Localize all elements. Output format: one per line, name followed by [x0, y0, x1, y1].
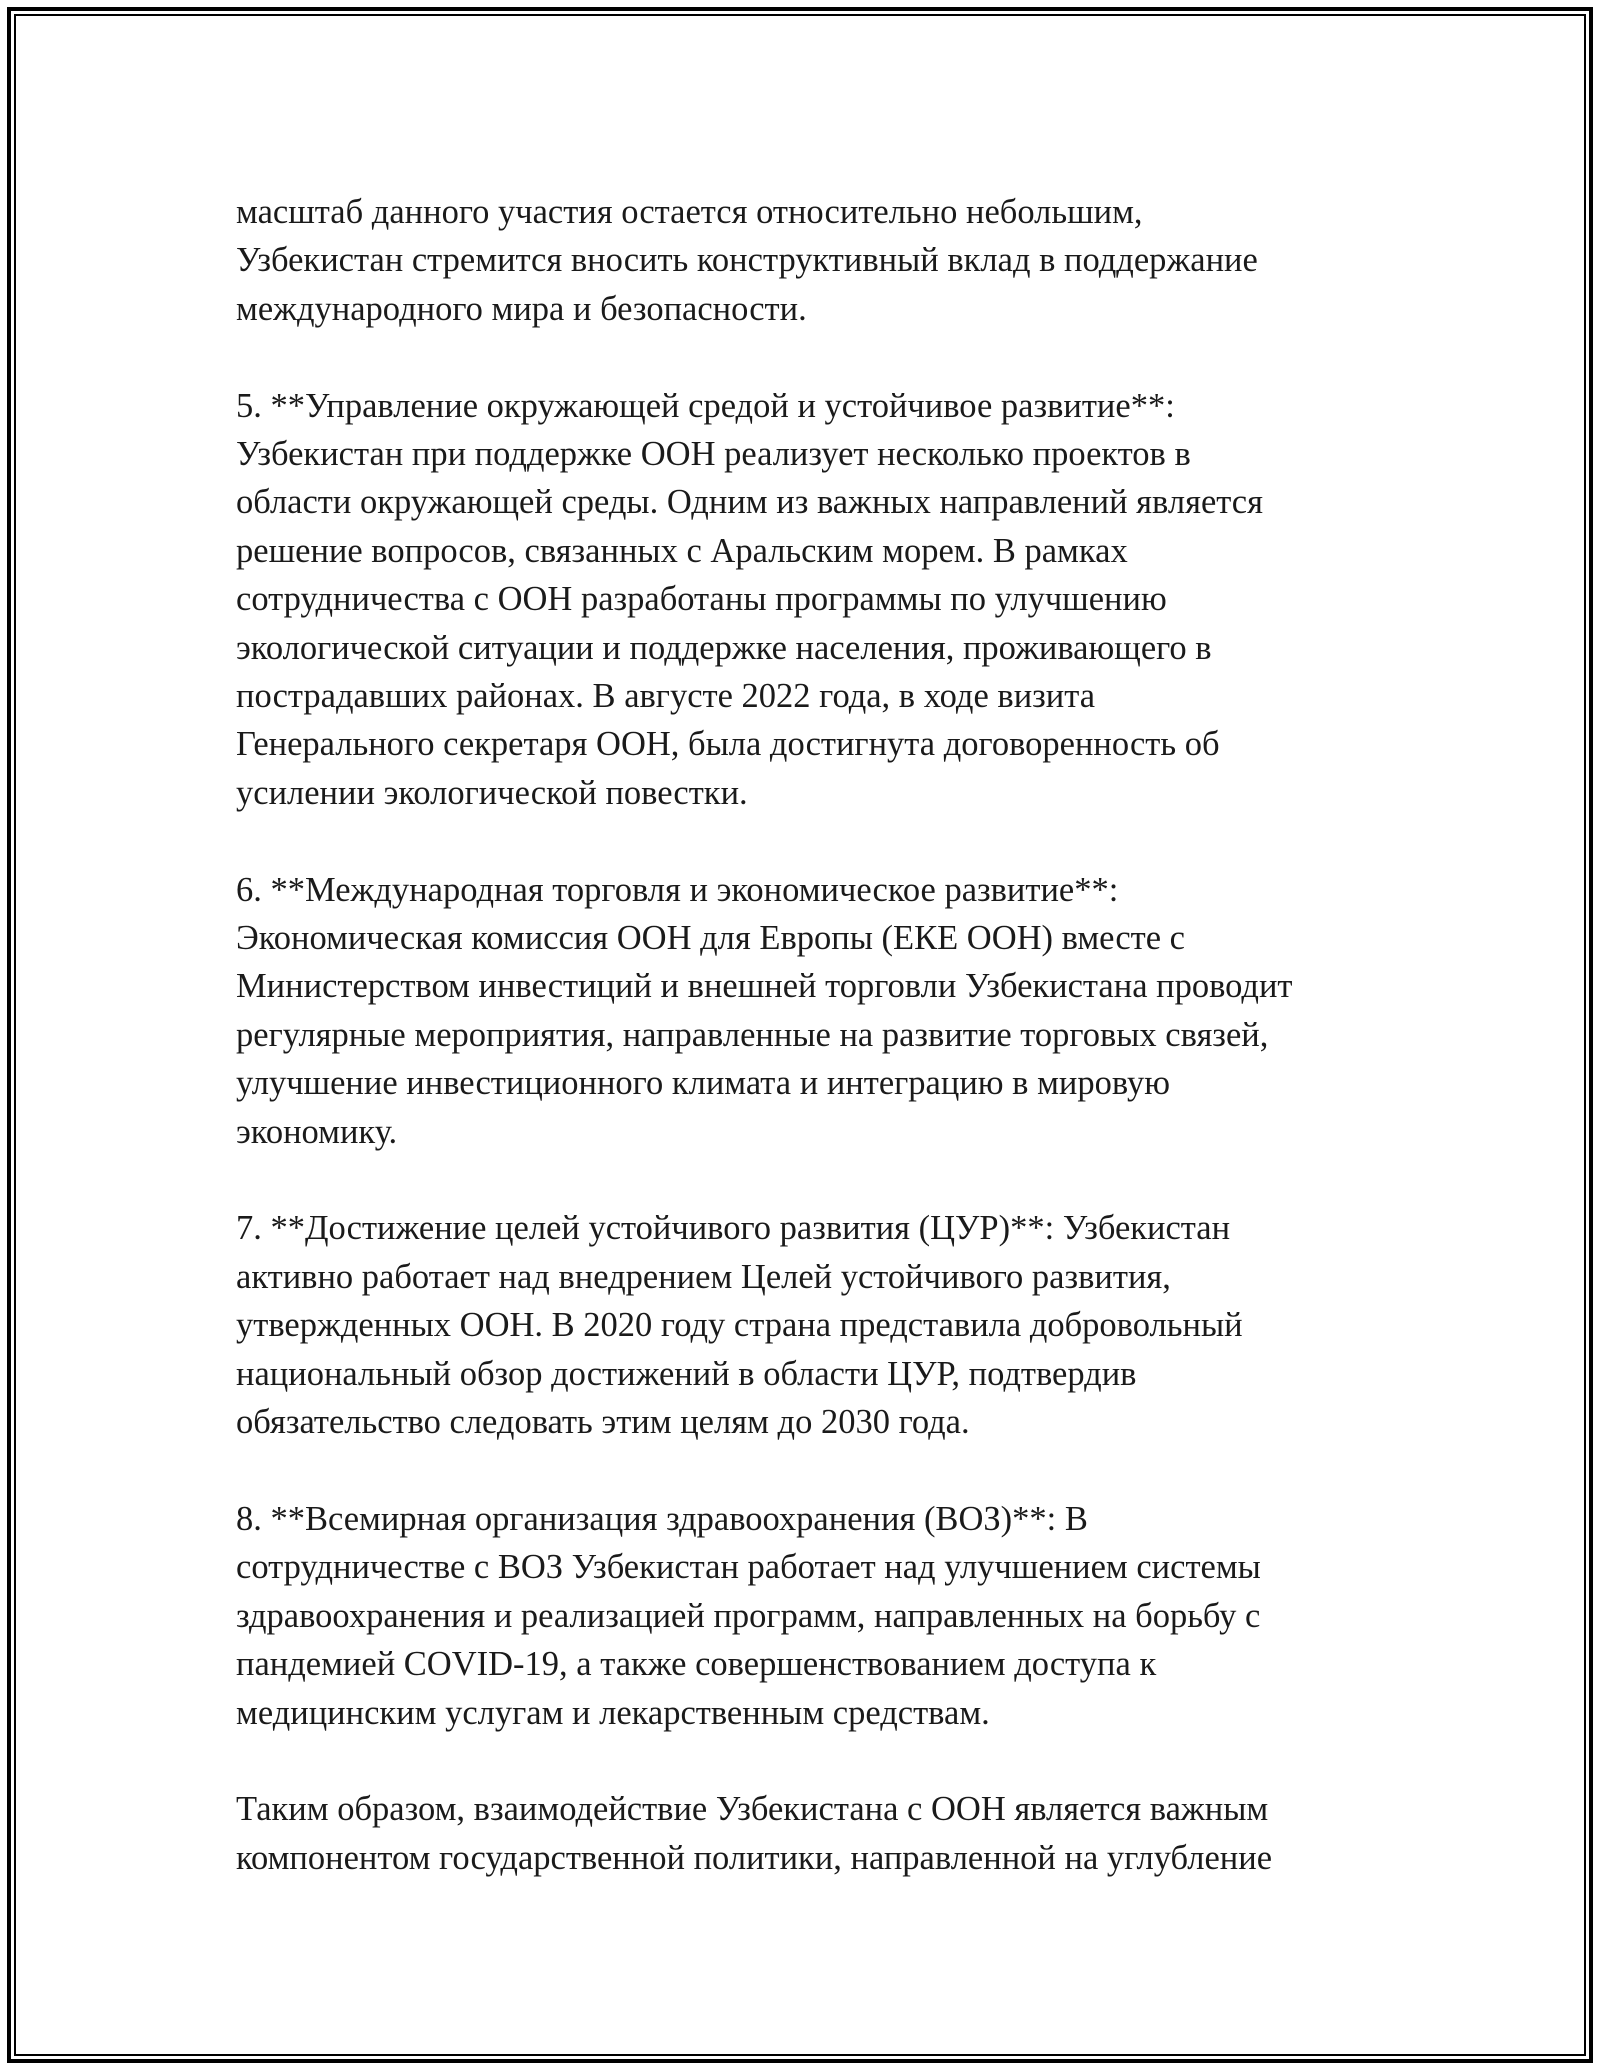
- text-line: масштаб данного участия остается относительно небольшим,: [236, 193, 1143, 231]
- text-line: Таким образом, взаимодействие Узбекистана с ООН является важным: [236, 1790, 1269, 1829]
- text-line: решение вопросов, связанных с Аральским морем. В рамках: [236, 531, 1128, 570]
- document-body: [236, 188, 1386, 1931]
- text-line: улучшение инвестиционного климата и интеграцию в мировую: [236, 1064, 1171, 1103]
- text-line: утвержденных ООН. В 2020 году страна представила добровольный: [236, 1306, 1243, 1345]
- text-line: Министерством инвестиций и внешней торговли Узбекистана проводит: [236, 967, 1293, 1006]
- text-line: международного мира и безопасности.: [236, 289, 807, 328]
- text-line: обязательство следовать этим целям до 2030 года.: [236, 1403, 970, 1442]
- text-line: пандемией COVID-19, а также совершенствованием доступа к: [236, 1645, 1157, 1684]
- paragraph-who: [236, 1495, 1386, 1737]
- text-line: усилении экологической повестки.: [236, 773, 748, 812]
- text-line: экономику.: [236, 1112, 398, 1151]
- text-line: здравоохранения и реализацией программ, направленных на борьбу с: [236, 1596, 1261, 1635]
- paragraph-conclusion: [236, 1785, 1386, 1882]
- text-line: экологической ситуации и поддержке населения, проживающего в: [236, 628, 1212, 667]
- text-line: 6. **Международная торговля и экономическое развитие**:: [236, 870, 1119, 909]
- paragraph-peacekeeping-tail: [236, 188, 1386, 333]
- text-line: Узбекистан стремится вносить конструктивный вклад в поддержание: [236, 241, 1258, 280]
- text-line: пострадавших районах. В августе 2022 года, в ходе визита: [236, 677, 1096, 716]
- text-line: 7. **Достижение целей устойчивого развития (ЦУР)**: Узбекистан: [236, 1209, 1231, 1248]
- text-line: сотрудничества с ООН разработаны программы по улучшению: [236, 580, 1167, 619]
- text-line: Узбекистан при поддержке ООН реализует несколько проектов в: [236, 435, 1191, 474]
- text-line: области окружающей среды. Одним из важных направлений является: [236, 483, 1263, 522]
- text-line: Экономическая комиссия ООН для Европы (ЕКЕ ООН) вместе с: [236, 919, 1185, 958]
- text-line: медицинским услугам и лекарственным средствам.: [236, 1693, 990, 1732]
- text-line: сотрудничестве с ВОЗ Узбекистан работает над улучшением системы: [236, 1548, 1261, 1587]
- text-line: компонентом государственной политики, направленной на углубление: [236, 1838, 1273, 1877]
- text-line: 8. **Всемирная организация здравоохранения (ВОЗ)**: В: [236, 1499, 1088, 1538]
- paragraph-environment: [236, 382, 1386, 818]
- text-line: национальный обзор достижений в области ЦУР, подтвердив: [236, 1354, 1137, 1393]
- text-line: активно работает над внедрением Целей устойчивого развития,: [236, 1257, 1171, 1296]
- text-line: Генерального секретаря ООН, была достигнута договоренность об: [236, 725, 1220, 764]
- text-line: регулярные мероприятия, направленные на развитие торговых связей,: [236, 1015, 1269, 1054]
- text-line: 5. **Управление окружающей средой и устойчивое развитие**:: [236, 386, 1175, 425]
- paragraph-trade: [236, 866, 1386, 1156]
- paragraph-sdg: [236, 1204, 1386, 1446]
